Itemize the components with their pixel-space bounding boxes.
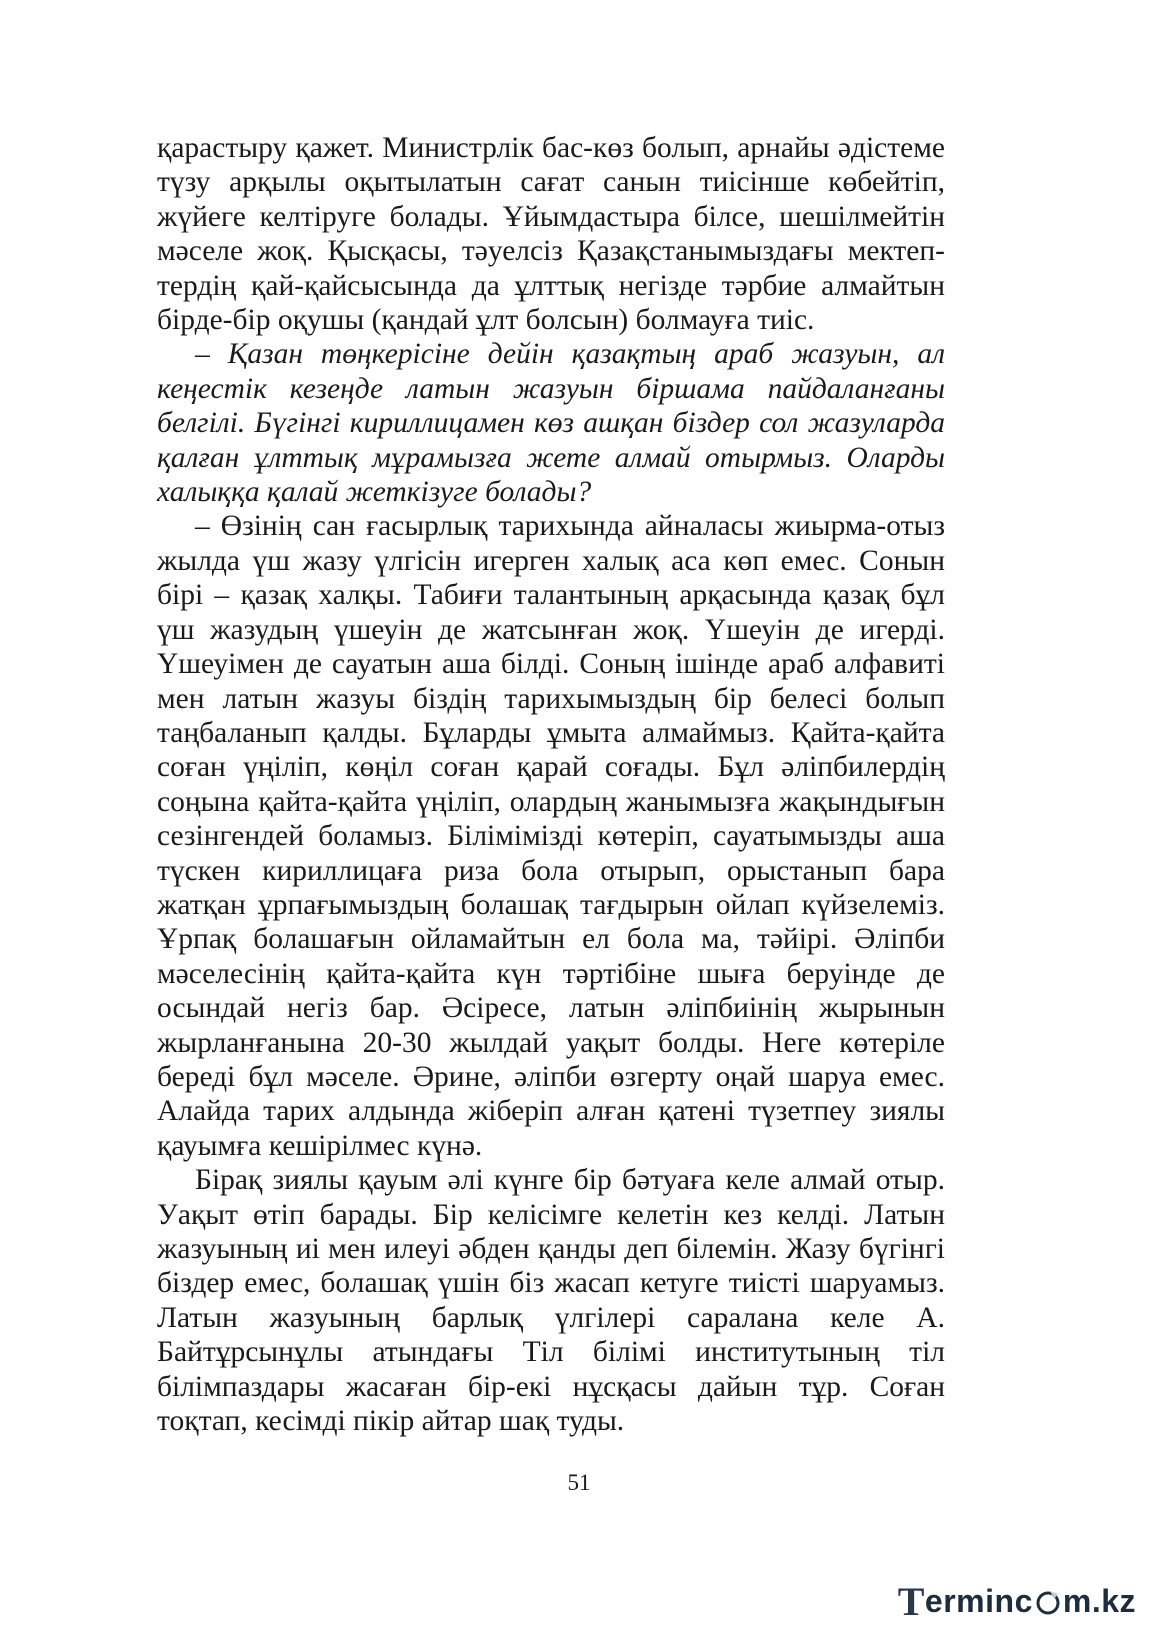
paragraph-1: қарастыру қажет. Министрлік бас-көз болып, арнайы әдістеме түзу арқылы оқытылатын сағат санын тиісінше көбейтіп, жүйеге келтіруге болады. Ұйымдастыра білсе, шешілмейтін мәселе жоқ. Қысқасы, тәуелсіз Қазақстанымыздағы мектептердің қай-қайсысында да ұлттық негізде тәрбие алмайтын бірде-бір оқушы (қандай ұлт болсын) болмауға тиіс. — [157, 132, 945, 337]
termincom-logo-mark-icon — [1034, 1587, 1062, 1615]
question-paragraph: – Қазан төңкерісіне дейін қазақтың араб жазуын, ал кеңестік кезеңде латын жазуын біршама пайдаланғаны белгілі. Бүгінгі кириллицамен көз ашқан біздер сол жазуларда қалған ұлттық мұрамызға жете алмай отырмыз. Оларды халыққа қалай жеткізуге болады? — [157, 338, 945, 509]
watermark-prefix: T — [897, 1578, 925, 1624]
watermark-middle: erminc — [924, 1582, 1033, 1619]
paragraph-4: Бірақ зиялы қауым әлі күнге бір бәтуаға келе алмай отыр. Уақыт өтіп барады. Бір келісімге келетін кез келді. Латын жазуының иі мен илеуі әбден қанды деп білемін. Жазу бүгінгі біздер емес, болашақ үшін біз жасап кетуге тиісті шаруамыз. Латын жазуының барлық үлгілері саралана келе А. Байтұрсынұлы атындағы Тіл білімі институтының тіл білімпаздары жасаған бір-екі нұсқасы дайын тұр. Соған тоқтап, кесімді пікір айтар шақ туды. — [157, 1164, 945, 1438]
watermark — [897, 1578, 1136, 1624]
page-text — [157, 131, 945, 1438]
watermark-suffix: m.kz — [1062, 1582, 1136, 1619]
page-number: 51 — [567, 1470, 591, 1495]
answer-paragraph: – Өзінің сан ғасырлық тарихында айналасы жиырма-отыз жылда үш жазу үлгісін игерген халық аса көп емес. Сонын бірі – қазақ халқы. Табиғи талантының арқасында қазақ бұл үш жазудың үшеуін де жатсынған жоқ. Үшеуін де игерді. Үшеуімен де сауатын аша білді. Соның ішінде араб алфавиті мен латын жазуы біздің тарихымыздың бір белесі болып таңбаланып қалды. Бұларды ұмыта алмаймыз. Қайта-қайта соған үңіліп, көңіл соған қарай соғады. Бұл әліпбилердің соңына қайта-қайта үңіліп, олардың жанымызға жақындығын сезінгендей боламыз. Білімімізді көтеріп, сауатымызды аша түскен кириллицаға риза бола отырып, орыстанып бара жатқан ұрпағымыздың болашақ тағдырын ойлап күйзелеміз. Ұрпақ болашағын ойламайтын ел бола ма, тәйірі. Әліпби мәселесінің қайта-қайта күн тәртібіне шыға беруінде де осындай негіз бар. Әсіресе, латын әліпбиінің жырынын жырланғанына 20-30 жылдай уақыт болды. Неге көтеріле береді бұл мәселе. Әрине, әліпби өзгерту оңай шаруа емес. Алайда тарих алдында жіберіп алған қатені түзетпеу зиялы қауымға кешірілмес күнә. — [157, 510, 945, 1162]
